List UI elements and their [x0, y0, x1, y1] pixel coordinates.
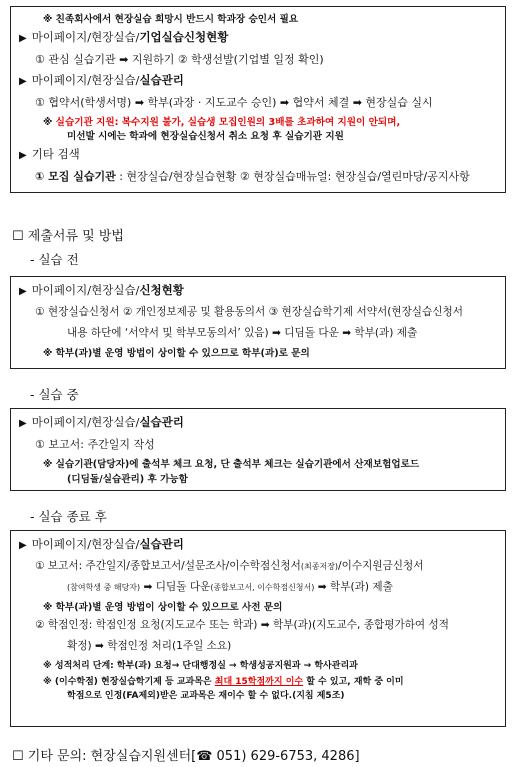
credit-limit-note-line2: 학점으로 인정(FA제외)받은 교과목은 재이수 할 수 없다.(지침 제5조): [67, 691, 345, 701]
credit-limit-note: ※ (이수학점) 현장실습학기제 등 교과목은 최대 15학점까지 이수 할 수 있고, 재학 중 이미: [43, 676, 404, 687]
heading-before: ▶ 마이페이지/현장실습/신청현황: [19, 283, 184, 297]
heading-other-search: ▶ 기타 검색: [19, 147, 80, 161]
search-links: ① 모집 실습기관 : 현장실습/현장실습현황 ② 현장실습매뉴얼: 현장실습/열린마당/공지사항: [35, 170, 470, 183]
apply-steps: ① 관심 실습기관 ➡ 지원하기 ② 학생선발(기업별 일정 확인): [35, 53, 324, 66]
before-docs-line2: 내용 하단에 ‘서약서 및 학부모동의서’ 있음) ➡ 디딤돌 다운 ➡ 학부(과) 제출: [67, 327, 418, 339]
warning-note-line2: 미선발 시에는 학과에 현장실습신청서 취소 요청 후 실습기관 지원: [67, 131, 344, 142]
after-practice-title: - 실습 종료 후: [30, 509, 107, 524]
before-note: ※ 학부(과)별 운영 방법이 상이할 수 있으므로 학부(과)로 문의: [43, 348, 310, 359]
heading-during: ▶ 마이페이지/현장실습/실습관리: [19, 415, 184, 429]
triangle-bullet-icon: ▶: [19, 76, 27, 87]
heading-practice-manage: ▶ 마이페이지/현장실습/실습관리: [19, 73, 184, 87]
grade-process-note: ※ 성적처리 단계: 학부(과) 요청→ 단대행정실 → 학생성공지원과 → 학사관리과: [43, 661, 358, 671]
during-note-line1: ※ 실습기관(담당자)에 출석부 체크 요청, 단 출석부 체크는 실습기관에서 산재보험업로드: [43, 459, 420, 470]
after-report-line1: ① 보고서: 주간일지/종합보고서/설문조사/이수학점신청서(최종저장)/이수지원금신청서: [35, 560, 424, 572]
heading-apply-status: ▶ 마이페이지/현장실습/기업실습신청현황: [19, 30, 229, 44]
before-docs-line1: ① 현장실습신청서 ② 개인정보제공 및 활용동의서 ③ 현장실습학기제 서약서(현장실습신청서: [35, 306, 463, 318]
contact-line: ☐ 기타 문의: 현장실습지원센터[☎ 051) 629-6753, 4286]: [12, 749, 360, 764]
during-note-line2: (디딤돌/실습관리) 후 가능함: [67, 474, 188, 485]
during-report: ① 보고서: 주간일지 작성: [35, 438, 155, 451]
credit-line1: ② 학점인정: 학점인정 요청(지도교수 또는 학과) ➡ 학부(과)(지도교수, 종합평가하여 성적: [35, 619, 449, 631]
triangle-bullet-icon: ▶: [19, 286, 27, 297]
phone-icon: ☎: [196, 749, 213, 764]
after-report-line2: (참여학생 중 해당자) ➡ 디딤돌 다운(종합보고서, 이수학점신청서) ➡ 학부(과) 제출: [67, 581, 393, 593]
after-practice-box: [10, 530, 506, 727]
heading-after: ▶ 마이페이지/현장실습/실습관리: [19, 537, 184, 551]
triangle-bullet-icon: ▶: [19, 418, 27, 429]
during-practice-box: [10, 408, 506, 491]
during-practice-title: - 실습 중: [30, 387, 79, 402]
agreement-steps: ① 협약서(학생서명) ➡ 학부(과장 · 지도교수 승인) ➡ 협약서 체결 ➡ 현장실습 실시: [35, 96, 433, 109]
section-docs-heading: ☐ 제출서류 및 방법: [12, 229, 124, 244]
before-practice-title: - 실습 전: [30, 252, 79, 267]
before-practice-box: [10, 276, 506, 369]
warning-note: ※ 실습기관 지원: 복수지원 불가, 실습생 모집인원의 3배를 초과하여 지원이 안되며,: [43, 117, 401, 128]
triangle-bullet-icon: ▶: [19, 33, 27, 44]
after-note1: ※ 학부(과)별 운영 방법이 상이할 수 있으므로 사전 문의: [43, 602, 283, 613]
registration-box: [10, 6, 506, 193]
triangle-bullet-icon: ▶: [19, 150, 27, 161]
triangle-bullet-icon: ▶: [19, 540, 27, 551]
credit-line2: 확정) ➡ 학점인정 처리(1주일 소요): [67, 640, 232, 652]
approval-note: ※ 친족회사에서 현장실습 희망시 반드시 학과장 승인서 필요: [43, 14, 299, 25]
